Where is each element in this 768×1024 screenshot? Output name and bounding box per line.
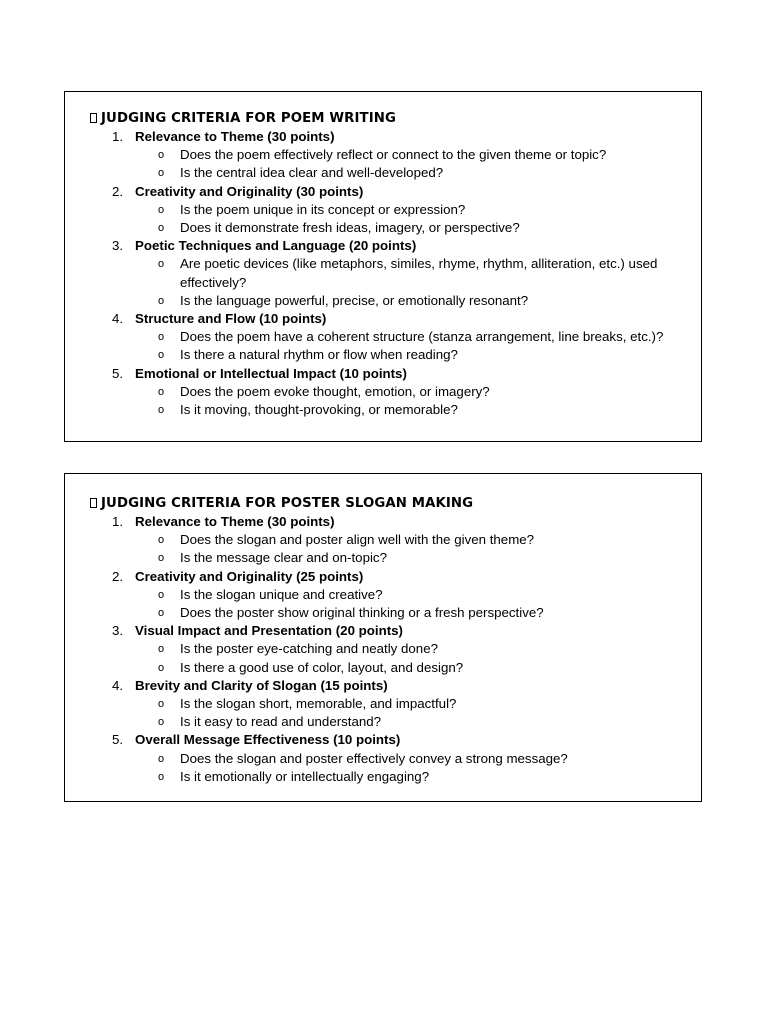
criterion-heading: Visual Impact and Presentation (20 points)	[135, 623, 403, 639]
question-text: Are poetic devices (like metaphors, similes, rhyme, rhythm, alliteration, etc.) used effectively?	[180, 256, 658, 290]
criterion-item	[65, 310, 701, 365]
question-item	[135, 201, 701, 219]
bullet-icon: o	[158, 331, 165, 344]
question-list	[135, 146, 701, 182]
bullet-icon: o	[158, 752, 165, 765]
bullet-icon: o	[158, 770, 165, 783]
question-item	[135, 549, 701, 567]
question-item	[135, 383, 701, 401]
question-text: Is the slogan unique and creative?	[180, 586, 383, 602]
bullet-icon: o	[158, 294, 165, 307]
question-item	[135, 750, 701, 768]
criterion-item	[65, 568, 701, 623]
criterion-heading: Poetic Techniques and Language (20 points)	[135, 238, 417, 254]
bullet-icon: o	[158, 258, 165, 271]
criterion-heading: Brevity and Clarity of Slogan (15 points)	[135, 677, 388, 693]
question-text: Is there a natural rhythm or flow when reading?	[180, 347, 458, 363]
criterion-number: 5.	[112, 732, 124, 748]
poem-criteria-box	[64, 91, 702, 442]
criterion-number: 4.	[112, 311, 124, 327]
question-list	[135, 695, 701, 731]
missing-glyph-icon	[90, 113, 97, 123]
question-text: Is the language powerful, precise, or emotionally resonant?	[180, 292, 529, 308]
criterion-number: 3.	[112, 623, 124, 639]
question-item	[135, 586, 701, 604]
bullet-icon: o	[158, 149, 165, 162]
criterion-item	[65, 731, 701, 786]
question-item	[135, 255, 701, 291]
question-item	[135, 713, 701, 731]
question-list	[135, 328, 701, 364]
question-list	[135, 750, 701, 786]
question-text: Is the poem unique in its concept or expression?	[180, 201, 466, 217]
bullet-icon: o	[158, 698, 165, 711]
bullet-icon: o	[158, 203, 165, 216]
bullet-icon: o	[158, 552, 165, 565]
criterion-heading: Emotional or Intellectual Impact (10 points)	[135, 365, 407, 381]
question-list	[135, 531, 701, 567]
question-list	[135, 383, 701, 419]
question-item	[135, 768, 701, 786]
criterion-heading: Relevance to Theme (30 points)	[135, 514, 335, 529]
question-text: Is there a good use of color, layout, and design?	[180, 659, 464, 675]
criterion-number: 1.	[112, 514, 124, 529]
question-item	[135, 659, 701, 677]
criterion-item	[65, 677, 701, 732]
section-title-text: JUDGING CRITERIA FOR POEM WRITING	[101, 111, 396, 126]
criterion-heading: Creativity and Originality (25 points)	[135, 568, 364, 584]
question-item	[135, 640, 701, 658]
question-text: Does the poem have a coherent structure (stanza arrangement, line breaks, etc.)?	[180, 329, 664, 345]
question-text: Does it demonstrate fresh ideas, imagery, or perspective?	[180, 220, 520, 236]
bullet-icon: o	[158, 534, 165, 547]
criterion-heading: Relevance to Theme (30 points)	[135, 129, 335, 144]
criterion-item	[65, 513, 701, 568]
question-text: Does the poem evoke thought, emotion, or imagery?	[180, 383, 490, 399]
criterion-item	[65, 183, 701, 238]
question-text: Does the poem effectively reflect or connect to the given theme or topic?	[180, 147, 607, 163]
question-item	[135, 346, 701, 364]
section-title-text: JUDGING CRITERIA FOR POSTER SLOGAN MAKING	[101, 496, 474, 511]
section-title	[90, 111, 396, 127]
criterion-heading: Structure and Flow (10 points)	[135, 311, 327, 327]
question-item	[135, 164, 701, 182]
question-list	[135, 640, 701, 676]
criterion-number: 2.	[112, 568, 124, 584]
question-text: Does the poster show original thinking or a fresh perspective?	[180, 605, 544, 621]
question-list	[135, 201, 701, 237]
missing-glyph-icon	[90, 498, 97, 508]
criterion-heading: Creativity and Originality (30 points)	[135, 183, 364, 199]
criteria-list	[65, 128, 701, 419]
question-item	[135, 328, 701, 346]
bullet-icon: o	[158, 222, 165, 235]
question-item	[135, 604, 701, 622]
question-list	[135, 586, 701, 622]
question-text: Is the message clear and on-topic?	[180, 550, 387, 566]
question-item	[135, 292, 701, 310]
bullet-icon: o	[158, 404, 165, 417]
bullet-icon: o	[158, 349, 165, 362]
criterion-item	[65, 365, 701, 420]
bullet-icon: o	[158, 607, 165, 620]
criterion-item	[65, 622, 701, 677]
question-item	[135, 695, 701, 713]
criterion-number: 2.	[112, 183, 124, 199]
criterion-number: 3.	[112, 238, 124, 254]
bullet-icon: o	[158, 716, 165, 729]
question-text: Is the slogan short, memorable, and impactful?	[180, 696, 457, 712]
criteria-list	[65, 513, 701, 786]
question-text: Is it emotionally or intellectually engaging?	[180, 768, 430, 784]
question-text: Does the slogan and poster effectively convey a strong message?	[180, 750, 568, 766]
bullet-icon: o	[158, 385, 165, 398]
criterion-heading: Overall Message Effectiveness (10 points)	[135, 732, 401, 748]
bullet-icon: o	[158, 588, 165, 601]
question-list	[135, 255, 701, 310]
criterion-number: 1.	[112, 129, 124, 144]
bullet-icon: o	[158, 643, 165, 656]
question-text: Is the poster eye-catching and neatly done?	[180, 641, 438, 657]
poster-criteria-box	[64, 473, 702, 802]
question-text: Is it easy to read and understand?	[180, 714, 382, 730]
criterion-item	[65, 237, 701, 310]
question-item	[135, 219, 701, 237]
criterion-item	[65, 128, 701, 183]
question-item	[135, 146, 701, 164]
question-text: Does the slogan and poster align well with the given theme?	[180, 532, 535, 548]
criterion-number: 4.	[112, 677, 124, 693]
question-text: Is it moving, thought-provoking, or memorable?	[180, 402, 458, 418]
criterion-number: 5.	[112, 365, 124, 381]
bullet-icon: o	[158, 167, 165, 180]
question-item	[135, 401, 701, 419]
bullet-icon: o	[158, 661, 165, 674]
section-title	[90, 496, 473, 512]
question-text: Is the central idea clear and well-developed?	[180, 165, 444, 181]
question-item	[135, 531, 701, 549]
